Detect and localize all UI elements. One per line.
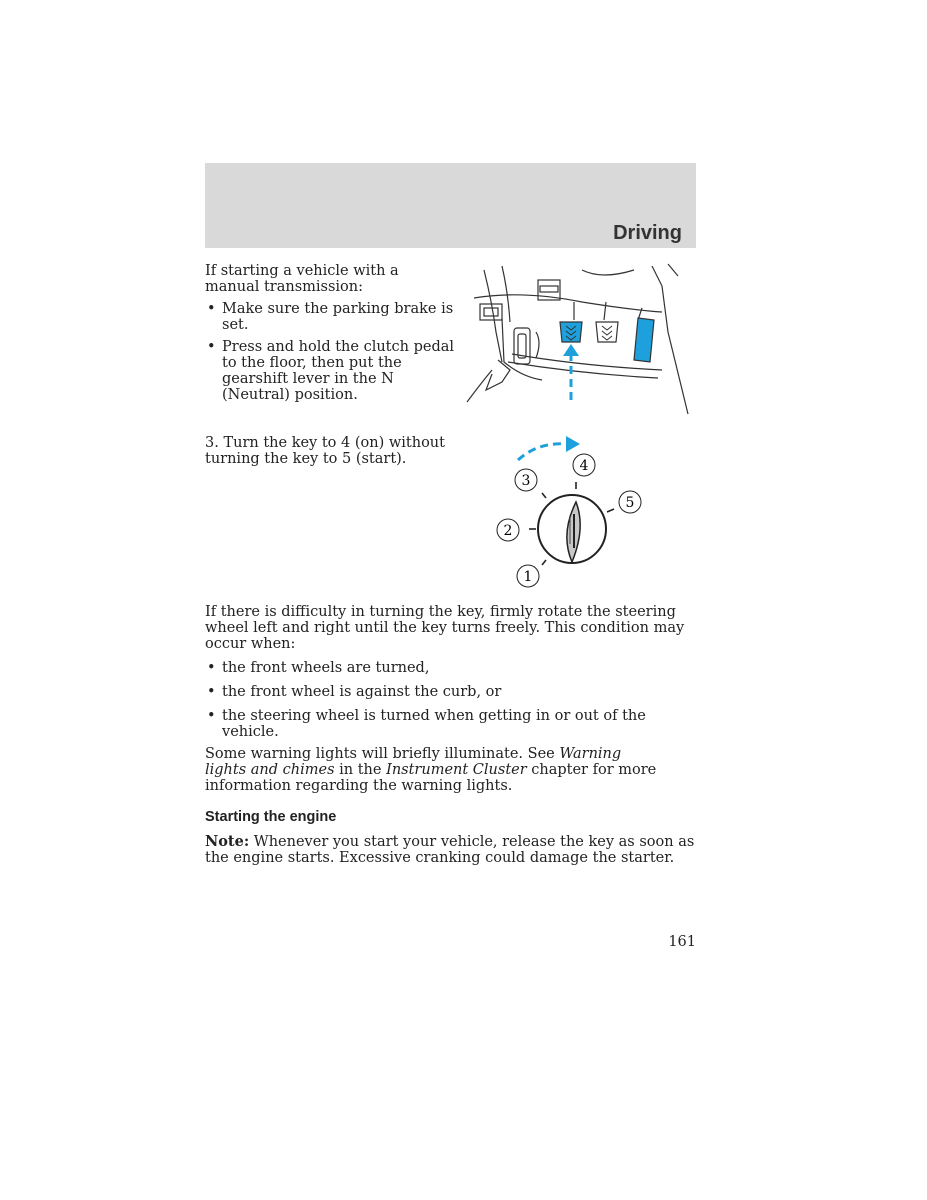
note-text: Whenever you start your vehicle, release the key as soon as the engine starts. Excessive cranking could damage the starter. <box>205 834 695 866</box>
manual-intro: If starting a vehicle with a manual transmission: <box>205 263 399 295</box>
warning-text-2: in the <box>334 762 387 778</box>
manual-transmission-section <box>205 263 455 403</box>
list-item: • the front wheels are turned, <box>205 660 700 676</box>
ignition-label-2: 2 <box>503 523 513 539</box>
starting-engine-heading: Starting the engine <box>205 809 337 825</box>
warning-text-1: Some warning lights will briefly illuminate. See <box>205 746 560 762</box>
warning-lights-paragraph <box>205 746 665 794</box>
ignition-label-3: 3 <box>521 473 531 489</box>
list-item: • the front wheel is against the curb, or <box>205 684 700 700</box>
step-3-text: 3. Turn the key to 4 (on) without turning the key to 5 (start). <box>205 435 445 467</box>
section-header-band <box>205 163 696 248</box>
warning-text-3: chapter for more information regarding the warning lights. <box>205 762 657 794</box>
ignition-label-1: 1 <box>523 569 533 585</box>
note-paragraph <box>205 834 700 866</box>
ignition-label-5: 5 <box>625 495 635 511</box>
note-label: Note: <box>205 833 250 850</box>
list-item: • Make sure the parking brake is set. <box>205 301 455 333</box>
ignition-illustration <box>488 432 658 592</box>
list-item: • Press and hold the clutch pedal to the floor, then put the gearshift lever in the N (Neutral) position. <box>205 339 455 403</box>
pedals-illustration <box>462 262 694 420</box>
key-difficulty-section <box>205 604 700 866</box>
list-item: • the steering wheel is turned when getting in or out of the vehicle. <box>205 708 700 740</box>
warning-lights-ref: Warning lights and chimes <box>205 746 622 778</box>
difficulty-paragraph: If there is difficulty in turning the key, firmly rotate the steering wheel left and right until the key turns freely. This condition may occur when: <box>205 604 685 652</box>
section-title: Driving <box>613 222 682 244</box>
page-number: 161 <box>668 934 696 950</box>
ignition-label-4: 4 <box>579 458 589 474</box>
instrument-cluster-ref: Instrument Cluster <box>386 762 527 778</box>
